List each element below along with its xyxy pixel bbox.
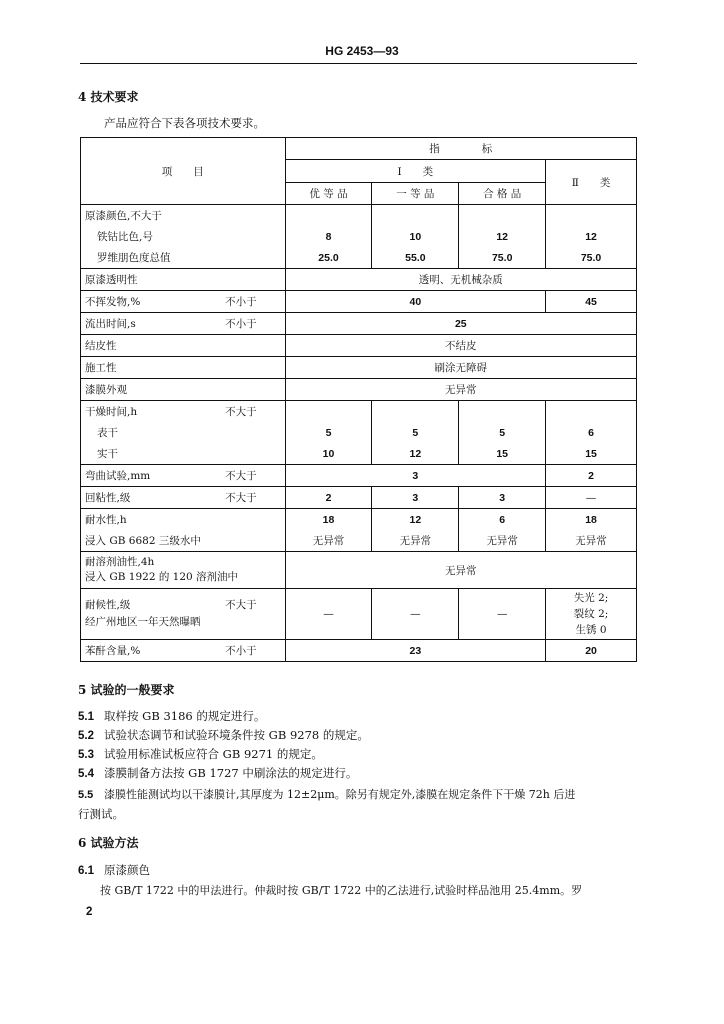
cell-value-weather-class2 bbox=[546, 589, 637, 640]
col-grade-qualified: 合 格 品 bbox=[459, 183, 546, 205]
cell-value: 8 bbox=[285, 226, 372, 247]
clause-text: 取样按 GB 3186 的规定进行。 bbox=[104, 709, 266, 723]
cell-value: 无异常 bbox=[285, 379, 636, 401]
row-nonvolatile bbox=[81, 291, 286, 313]
col-class2-header: Ⅱ 类 bbox=[546, 160, 637, 205]
clause-number: 5.1 bbox=[78, 711, 94, 723]
cell-value: 2 bbox=[285, 487, 372, 509]
cell-value: 40 bbox=[285, 291, 546, 313]
cell-value: 6 bbox=[546, 422, 637, 443]
row-water-title: 耐水性,h bbox=[81, 509, 286, 531]
header-rule bbox=[80, 63, 637, 64]
cell-value: 18 bbox=[285, 509, 372, 531]
col-index-header: 指 标 bbox=[285, 138, 636, 160]
cell-value: 5 bbox=[285, 422, 372, 443]
cell-value: 25.0 bbox=[285, 247, 372, 269]
row-dry-surface: 表干 bbox=[81, 422, 286, 443]
clause-5-4 bbox=[78, 765, 357, 781]
row-weathering bbox=[81, 589, 286, 640]
cell-value: — bbox=[372, 589, 459, 640]
col-class1-header: Ⅰ 类 bbox=[285, 160, 546, 183]
row-color-lovibond: 罗维朋色度总值 bbox=[81, 247, 286, 269]
cell-value: 2 bbox=[546, 465, 637, 487]
row-label: 干燥时间,h bbox=[85, 406, 138, 418]
row-tack bbox=[81, 487, 286, 509]
cell-value: 45 bbox=[546, 291, 637, 313]
clause-5-1 bbox=[78, 708, 265, 724]
cell-value: 3 bbox=[459, 487, 546, 509]
page-number: 2 bbox=[86, 906, 93, 918]
cell-value: 23 bbox=[285, 640, 546, 662]
row-label: 耐溶剂油性,4h bbox=[85, 556, 155, 568]
cell-value: 5 bbox=[372, 422, 459, 443]
row-dry-hard: 实干 bbox=[81, 443, 286, 465]
standard-number: HG 2453—93 bbox=[325, 44, 399, 58]
row-color-fe: 铁钴比色,号 bbox=[81, 226, 286, 247]
row-label: 不挥发物,% bbox=[85, 296, 141, 308]
row-flow-time bbox=[81, 313, 286, 335]
cell-value: 3 bbox=[372, 487, 459, 509]
clause-5-5 bbox=[78, 786, 575, 802]
clause-title: 原漆颜色 bbox=[104, 863, 150, 877]
row-bend-test bbox=[81, 465, 286, 487]
section-6-title: 6 试验方法 bbox=[78, 836, 139, 850]
clause-number: 5.4 bbox=[78, 768, 94, 780]
cell-value: 12 bbox=[546, 226, 637, 247]
row-label: 耐候性,级 bbox=[85, 599, 131, 611]
col-grade-premium: 优 等 品 bbox=[285, 183, 372, 205]
clause-text: 漆膜性能测试均以干漆膜计,其厚度为 12±2μm。除另有规定外,漆膜在规定条件下干燥 72h 后进 bbox=[104, 788, 576, 801]
clause-5-2 bbox=[78, 727, 369, 743]
cell-value: 无异常 bbox=[372, 530, 459, 552]
weather-gloss-loss: 失光 2; bbox=[573, 592, 609, 604]
clause-5-5-continued: 行测试。 bbox=[78, 807, 124, 821]
row-dry-time bbox=[81, 401, 286, 423]
clause-6-1-text: 按 GB/T 1722 中的甲法进行。仲裁时按 GB/T 1722 中的乙法进行,试验时样品池用 25.4mm。罗 bbox=[100, 884, 583, 897]
cell-value: 透明、无机械杂质 bbox=[285, 269, 636, 291]
cell-value: 无异常 bbox=[285, 530, 372, 552]
cell-value: 10 bbox=[372, 226, 459, 247]
row-solvent bbox=[81, 552, 286, 589]
section-4-intro: 产品应符合下表各项技术要求。 bbox=[104, 116, 265, 130]
row-transparency: 原漆透明性 bbox=[81, 269, 286, 291]
limit-label: 不大于 bbox=[225, 492, 257, 504]
limit-label: 不大于 bbox=[225, 599, 257, 611]
cell-value: 不结皮 bbox=[285, 335, 636, 357]
cell-value: 12 bbox=[372, 509, 459, 531]
cell-value: 18 bbox=[546, 509, 637, 531]
limit-label: 不小于 bbox=[225, 296, 257, 308]
cell-value: 10 bbox=[285, 443, 372, 465]
cell-value: 无异常 bbox=[459, 530, 546, 552]
cell-value: 12 bbox=[459, 226, 546, 247]
row-appearance: 漆膜外观 bbox=[81, 379, 286, 401]
clause-5-3 bbox=[78, 746, 323, 762]
cell-value: 55.0 bbox=[372, 247, 459, 269]
section-5-title: 5 试验的一般要求 bbox=[78, 683, 175, 697]
cell-value: — bbox=[285, 589, 372, 640]
col-item-header: 项 目 bbox=[81, 138, 286, 205]
col-grade-first: 一 等 品 bbox=[372, 183, 459, 205]
weather-rusting: 生锈 0 bbox=[575, 624, 607, 636]
cell-value: — bbox=[459, 589, 546, 640]
cell-value: — bbox=[546, 487, 637, 509]
cell-value: 15 bbox=[459, 443, 546, 465]
row-label: 流出时间,s bbox=[85, 318, 136, 330]
cell-value: 刷涂无障碍 bbox=[285, 357, 636, 379]
cell-value: 无异常 bbox=[546, 530, 637, 552]
limit-label: 不小于 bbox=[225, 645, 257, 657]
cell-value: 6 bbox=[459, 509, 546, 531]
row-phthalic bbox=[81, 640, 286, 662]
limit-label: 不大于 bbox=[225, 406, 257, 418]
clause-number: 5.2 bbox=[78, 730, 94, 742]
row-label: 弯曲试验,mm bbox=[85, 470, 151, 482]
section-4-title: 4 技术要求 bbox=[78, 90, 139, 104]
row-label: 苯酐含量,% bbox=[85, 645, 141, 657]
row-sublabel: 浸入 GB 1922 的 120 溶剂油中 bbox=[85, 571, 239, 583]
cell-value: 无异常 bbox=[285, 552, 636, 589]
cell-value: 75.0 bbox=[546, 247, 637, 269]
row-water-sub: 浸入 GB 6682 三级水中 bbox=[81, 530, 286, 552]
cell-value: 15 bbox=[546, 443, 637, 465]
row-label: 回粘性,级 bbox=[85, 492, 131, 504]
requirements-table bbox=[80, 137, 637, 662]
cell-value: 5 bbox=[459, 422, 546, 443]
clause-6-1 bbox=[78, 862, 150, 878]
weather-cracking: 裂纹 2; bbox=[573, 608, 609, 620]
clause-text: 试验状态调节和试验环境条件按 GB 9278 的规定。 bbox=[104, 728, 369, 742]
row-application: 施工性 bbox=[81, 357, 286, 379]
cell-value: 3 bbox=[285, 465, 546, 487]
cell-value: 75.0 bbox=[459, 247, 546, 269]
clause-text: 试验用标准试板应符合 GB 9271 的规定。 bbox=[104, 747, 323, 761]
clause-number: 5.5 bbox=[78, 789, 94, 801]
cell-value: 12 bbox=[372, 443, 459, 465]
limit-label: 不小于 bbox=[225, 318, 257, 330]
clause-number: 6.1 bbox=[78, 865, 94, 877]
clause-number: 5.3 bbox=[78, 749, 94, 761]
cell-value: 25 bbox=[285, 313, 636, 335]
row-sublabel: 经广州地区一年天然曝晒 bbox=[85, 616, 201, 628]
row-color-title: 原漆颜色,不大于 bbox=[81, 205, 286, 227]
clause-text: 漆膜制备方法按 GB 1727 中刷涂法的规定进行。 bbox=[104, 766, 358, 780]
cell-value: 20 bbox=[546, 640, 637, 662]
limit-label: 不大于 bbox=[225, 470, 257, 482]
row-skinning: 结皮性 bbox=[81, 335, 286, 357]
